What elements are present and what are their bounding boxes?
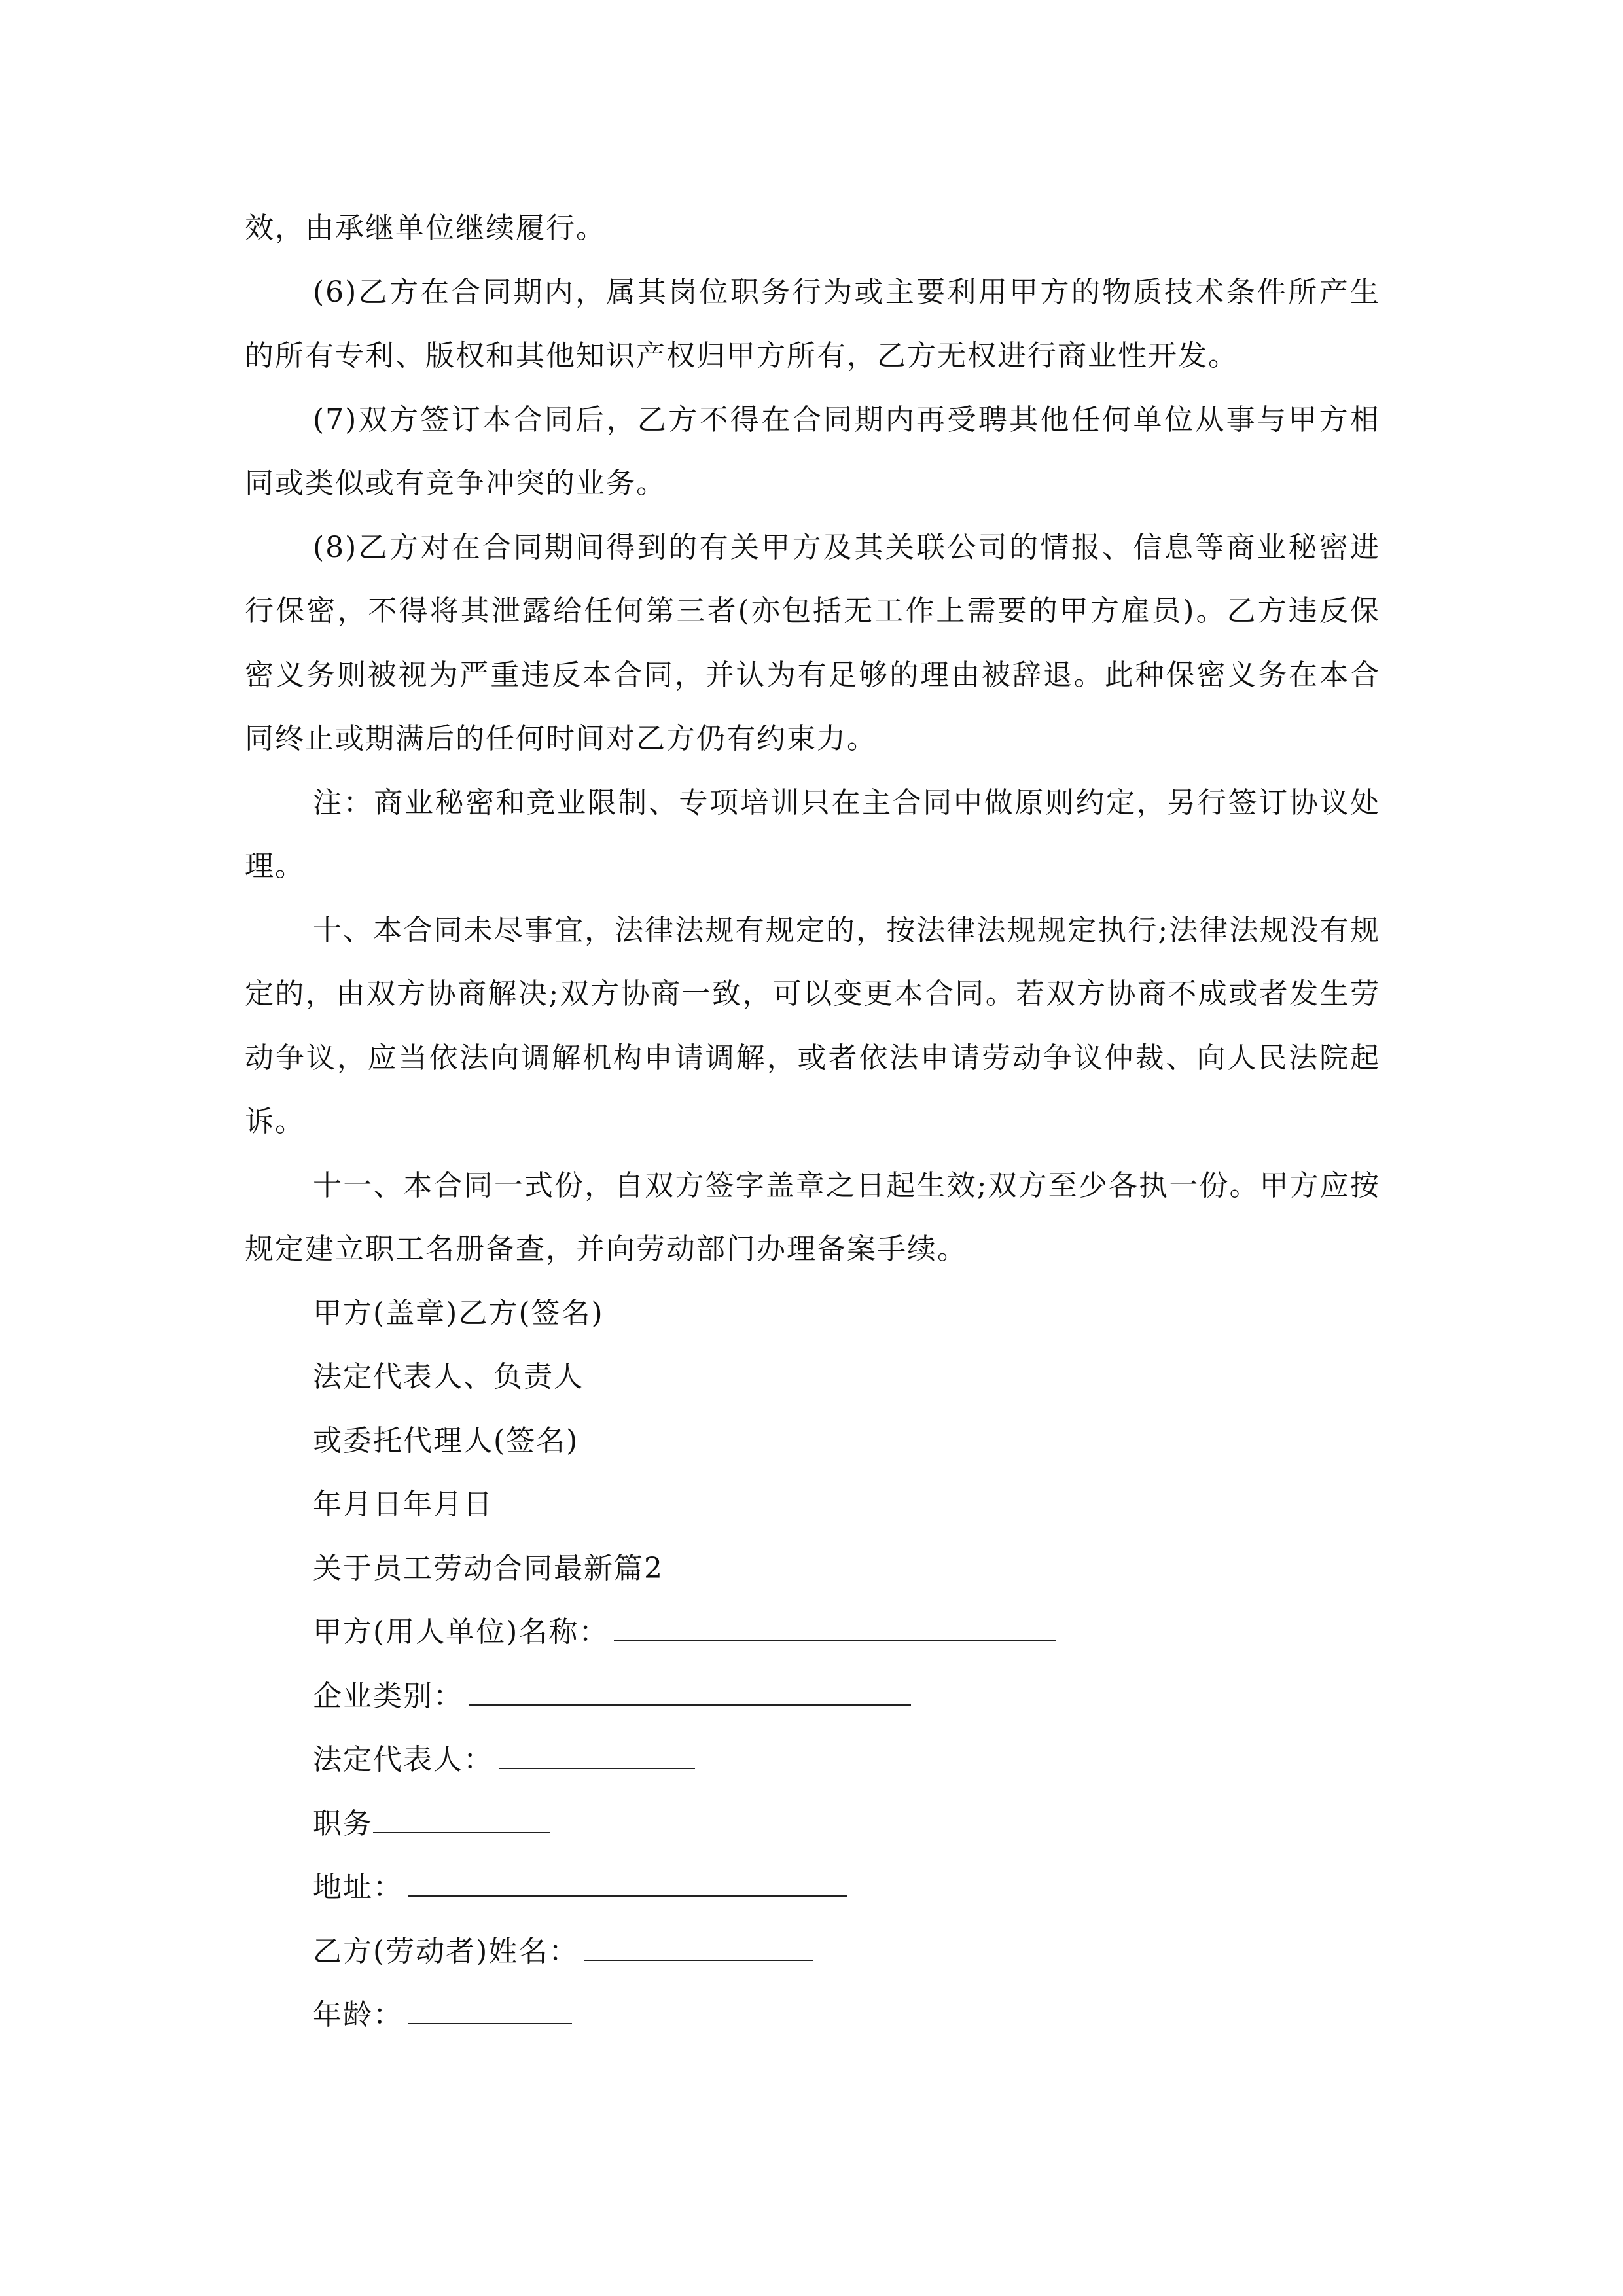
age-field <box>245 1983 1380 2047</box>
paragraph-article-10: 十、本合同未尽事宜，法律法规有规定的，按法律法规规定执行;法律法规没有规定的，由双方协商解决;双方协商一致，可以变更本合同。若双方协商不成或者发生劳动争议，应当依法向调解机构申请调解，或者依法申请劳动争议仲裁、向人民法院起诉。 <box>245 913 1380 1138</box>
position-field <box>245 1792 1380 1856</box>
enterprise-type-label: 企业类别： <box>313 1679 463 1713</box>
address-blank <box>408 1872 847 1897</box>
employer-name-blank <box>614 1617 1056 1641</box>
paragraph-continuation: 效，由承继单位继续履行。 <box>245 211 606 245</box>
section-title: 关于员工劳动合同最新篇2 <box>313 1551 664 1585</box>
position-blank <box>373 1808 550 1833</box>
paragraph-clause-8: (8)乙方对在合同期间得到的有关甲方及其关联公司的情报、信息等商业秘密进行保密，不得将其泄露给任何第三者(亦包括无工作上需要的甲方雇员)。乙方违反保密义务则被视为严重违反本合同，并认为有足够的理由被辞退。此种保密义务在本合同终止或期满后的任何时间对乙方仍有约束力。 <box>245 530 1380 755</box>
employer-name-label: 甲方(用人单位)名称： <box>313 1615 609 1649</box>
paragraph-note: 注：商业秘密和竞业限制、专项培训只在主合同中做原则约定，另行签订协议处理。 <box>245 785 1380 883</box>
employee-name-field <box>245 1920 1380 1984</box>
signature-date-line: 年月日年月日 <box>313 1488 493 1521</box>
age-blank <box>408 2000 572 2024</box>
enterprise-type-blank <box>469 1681 911 1706</box>
address-label: 地址： <box>313 1871 403 1904</box>
signature-representative-line: 法定代表人、负责人 <box>313 1360 584 1393</box>
enterprise-type-field <box>245 1664 1380 1729</box>
age-label: 年龄： <box>313 1998 403 2032</box>
legal-representative-blank <box>499 1744 695 1769</box>
employer-name-field <box>245 1600 1380 1664</box>
address-field <box>245 1856 1380 1920</box>
signature-agent-line: 或委托代理人(签名) <box>313 1424 579 1458</box>
paragraph-article-11: 十一、本合同一式份，自双方签字盖章之日起生效;双方至少各执一份。甲方应按规定建立职工名册备查，并向劳动部门办理备案手续。 <box>245 1168 1380 1266</box>
paragraph-clause-7: (7)双方签订本合同后，乙方不得在合同期内再受聘其他任何单位从事与甲方相同或类似或有竞争冲突的业务。 <box>245 403 1380 500</box>
signature-party-line: 甲方(盖章)乙方(签名) <box>313 1296 604 1330</box>
document-body <box>245 196 1380 2047</box>
legal-representative-label: 法定代表人： <box>313 1743 493 1776</box>
employee-name-label: 乙方(劳动者)姓名： <box>313 1934 579 1968</box>
position-label: 职务 <box>313 1806 373 1840</box>
employee-name-blank <box>584 1936 813 1961</box>
paragraph-clause-6: (6)乙方在合同期内，属其岗位职务行为或主要利用甲方的物质技术条件所产生的所有专利、版权和其他知识产权归甲方所有，乙方无权进行商业性开发。 <box>245 275 1380 372</box>
legal-representative-field <box>245 1728 1380 1792</box>
